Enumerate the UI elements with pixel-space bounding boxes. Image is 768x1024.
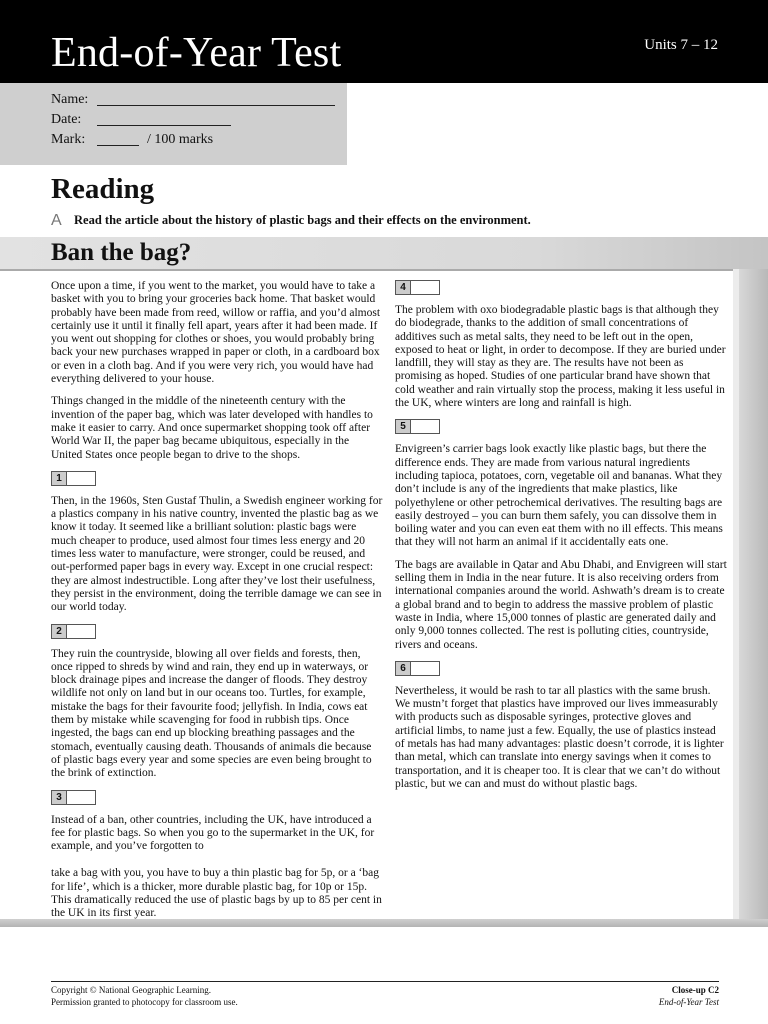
paragraph: take a bag with you, you have to buy a thin plastic bag for 5p, or a ‘bag for life’, which is a thicker, more durable plastic bag, for 10p or 15p. This dramatically reduced the use of plastic bags by up to 85 per cent in the UK in its first year. xyxy=(51,867,382,920)
paragraph: Then, in the 1960s, Sten Gustaf Thulin, a Swedish engineer working for a plastics company in his native country, invented the plastic bag as we know it today. It seemed like a brilliant solution: plastic bags were much cheaper to produce, used almost four times less energy and 20 times less water to manufacture, were stronger, could be reused, and out-performed paper bags in every way. Except in one crucial respect: they are almost indestructible. Long after they’ve lost their usefulness, they persist in the environment, doing the terrible damage we can see in our world today. xyxy=(51,494,383,614)
paragraph: Envigreen’s carrier bags look exactly like plastic bags, but there the difference ends. They are made from various natural ingredients including tapioca, potatoes, corn, vegetable oil and bananas. What they don’t include is any of the ingredients that make plastics, like polyethylene or other petrochemical derivatives. The resulting bags are easily destroyed – you can burn them safely, you can dissolve them in boiling water and you can even eat them with no ill effects. This means that they will not harm an animal if it accidentally eats one. xyxy=(395,443,723,549)
gap-number: 6 xyxy=(396,662,411,675)
paragraph: The bags are available in Qatar and Abu Dhabi, and Envigreen will start selling them in India in the near future. It is also receiving orders from international companies around the world. Ashwath’s dream is to create a global brand and to begin to address the massive problem of plastic waste in India, where 15,000 tonnes of plastic are generated daily and only 9,000 tonnes collected. The rest is polluting cities, countryside, rivers and oceans. xyxy=(395,558,727,651)
paragraph: Nevertheless, it would be rash to tar all plastics with the same brush. We mustn’t forget that plastics have improved our lives immeasurably with products such as disposable syringes, protective gloves and artificial limbs, to name just a few. Equally, the use of plastics instead of metals has had many advantages: plastic doesn’t corrode, it is lighter than metal, which can translate into energy savings when it comes to transportation, and it is cheaper too. It is clear that we can’t do without plastic, but we can and must do without plastic bags. xyxy=(395,684,724,790)
paragraph: They ruin the countryside, blowing all over fields and forests, then, once ripped to shreds by wind and rain, they end up in waterways, or block drainage pipes and increase the danger of floods. They destroy wildlife not only on land but in our oceans too. Turtles, for example, mistake the bags for their favourite food; jellyfish. In India, cows eat them by mistake while scavenging for food in rubbish tips. Once ingested, the bags can end up blocking breathing passages and the stomach, eventually causing death. Thousands of animals die because of plastic bags every year and some species are even being brought to the brink of extinction. xyxy=(51,647,372,780)
units-label: Units 7 – 12 xyxy=(644,37,718,53)
test-name: End-of-Year Test xyxy=(658,997,719,1007)
article-right-column xyxy=(395,280,727,800)
gap-number: 1 xyxy=(52,472,67,485)
paragraph: Instead of a ban, other countries, including the UK, have introduced a fee for plastic bags. So when you go to the supermarket in the UK, for example, and you’ve forgotten to xyxy=(51,813,375,853)
task-letter: A xyxy=(51,212,62,229)
gap-number: 3 xyxy=(52,791,67,804)
permission-text: Permission granted to photocopy for classroom use. xyxy=(51,997,238,1007)
mark-total: / 100 marks xyxy=(147,132,214,147)
gap-number: 5 xyxy=(396,420,411,433)
mark-label: Mark: xyxy=(51,132,86,147)
gap-number: 2 xyxy=(52,625,67,638)
article-frame-top xyxy=(0,269,768,271)
footer-divider xyxy=(51,981,719,982)
gap-answer-box-5[interactable] xyxy=(395,419,440,434)
book-title: Close-up C2 xyxy=(671,985,719,995)
mark-field[interactable] xyxy=(97,145,139,146)
paragraph: The problem with oxo biodegradable plastic bags is that although they do biodegrade, thanks to the addition of small concentrations of additives such as metal salts, they need to be left out in the open, exposed to heat or light, in order to decompose. If they are buried under landfill, they will stay as they are. The results have not been as promising as hoped. Studies of one particular brand have shown that cold weather and rain virtually stop the process, making it less useful in the UK, where winters are long and rainfall is high. xyxy=(395,304,726,410)
gap-answer-box-2[interactable] xyxy=(51,624,96,639)
gap-answer-box-3[interactable] xyxy=(51,790,96,805)
footer-copyright xyxy=(51,984,238,1008)
name-field[interactable] xyxy=(97,105,335,106)
footer-book-info xyxy=(659,984,719,1008)
date-row xyxy=(51,110,97,130)
paragraph: Things changed in the middle of the nineteenth century with the invention of the paper bag, which was later developed with handles to make it easier to carry. And once supermarket shopping took off after World War II, the paper bag became ubiquitous, especially in the United States once people began to drive to the shops. xyxy=(51,395,373,461)
gap-answer-box-4[interactable] xyxy=(395,280,440,295)
name-row xyxy=(51,90,97,110)
article-title: Ban the bag? xyxy=(51,239,192,266)
paragraph: Once upon a time, if you went to the market, you would have to take a basket with you to bring your groceries back home. That basket would probably have been made from reed, willow or raffia, and you’d almost certainly use it until it finally fell apart, years after it had been made. If you went out shopping for clothes or shoes, you would probably bring back your new purchases wrapped in paper or cloth, in a cardboard box or even in a cloth bag. And if you were very rich, you would have had everything delivered to your house. xyxy=(51,280,381,386)
gap-answer-box-6[interactable] xyxy=(395,661,440,676)
page-title: End-of-Year Test xyxy=(51,30,342,76)
mark-row xyxy=(51,130,214,150)
article-frame-right xyxy=(739,269,768,924)
copyright-text: Copyright © National Geographic Learning. xyxy=(51,985,212,995)
article-left-column xyxy=(51,280,383,930)
task-instruction: Read the article about the history of plastic bags and their effects on the environment. xyxy=(74,213,531,227)
gap-answer-box-1[interactable] xyxy=(51,471,96,486)
section-heading: Reading xyxy=(51,173,155,205)
date-label: Date: xyxy=(51,112,82,127)
gap-number: 4 xyxy=(396,281,411,294)
date-field[interactable] xyxy=(97,125,231,126)
name-label: Name: xyxy=(51,92,89,107)
student-info-box xyxy=(0,83,347,165)
